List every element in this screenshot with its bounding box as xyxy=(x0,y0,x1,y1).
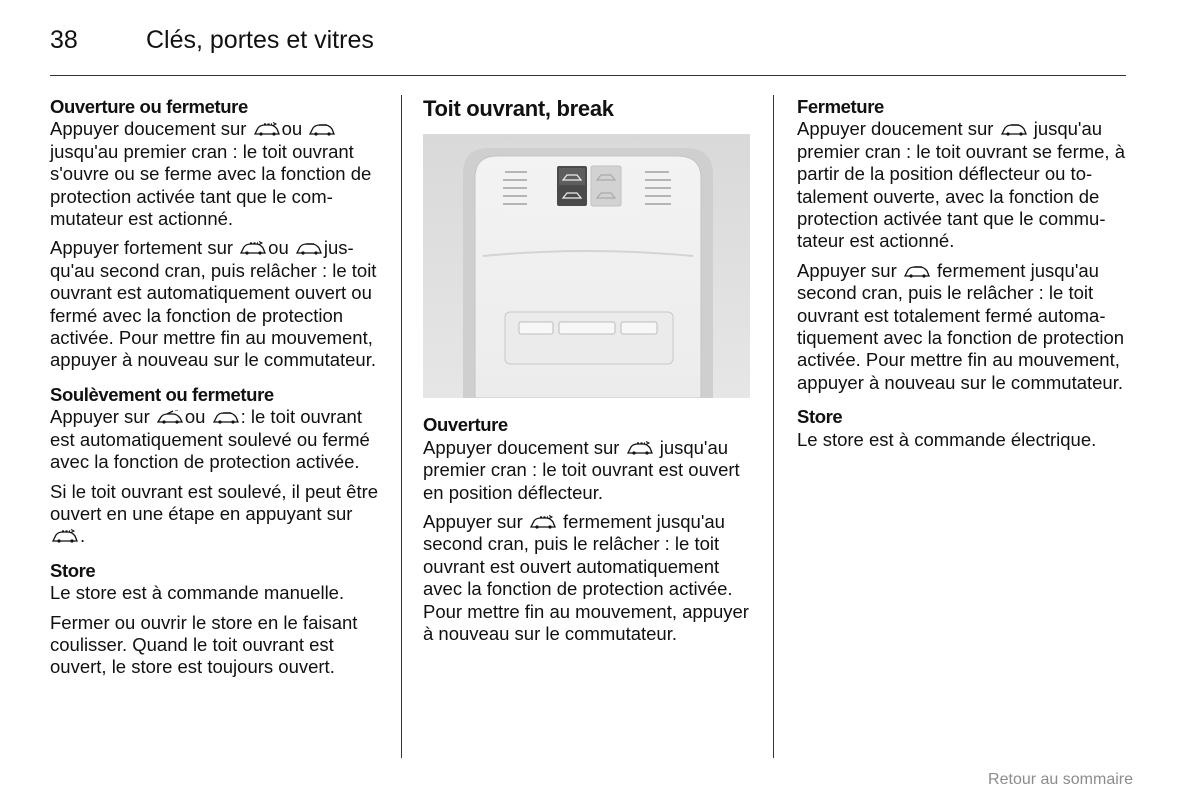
column-divider-1 xyxy=(401,95,402,758)
column-divider-2 xyxy=(773,95,774,758)
back-to-contents-link[interactable]: Retour au sommaire xyxy=(988,771,1133,788)
sunroof-tilt-icon xyxy=(157,410,183,424)
paragraph: Fermer ou ouvrir le store en le faisant coulisser. Quand le toit ouvrant est ouvert, le store est toujours ouvert. xyxy=(50,611,358,678)
section-title-closing: Fermeture xyxy=(797,96,884,117)
page-title: Clés, portes et vitres xyxy=(146,26,374,54)
section-heading-sunroof-break: Toit ouvrant, break xyxy=(423,96,614,121)
paragraph: Appuyer doucement sur jusqu'au premier cran : le toit ouvrant est ouvert en position déflecteur. xyxy=(423,436,740,503)
paragraph: Appuyer sur fermement jusqu'au second cran, puis le relâcher : le toit ouvrant est totalement fermé automatiquement avec la fonction de protection activée. Pour mettre fin au mouvement, appuyer à nouveau sur le commutateur. xyxy=(797,259,1125,393)
sunroof-close-icon xyxy=(213,410,239,424)
paragraph: Le store est à commande électrique. xyxy=(797,428,1097,450)
paragraph: Si le toit ouvrant est soulevé, il peut être ouvert en une étape en appuyant sur . xyxy=(50,480,379,547)
column-1 xyxy=(50,96,385,679)
paragraph: Appuyer sur ou : le toit ouvrant est automatiquement soulevé ou fermé avec la fonction de protection activée. xyxy=(50,406,370,473)
column-3 xyxy=(797,96,1132,451)
sunroof-open-icon xyxy=(254,122,280,136)
section-title-blind: Store xyxy=(50,559,96,581)
paragraph: Appuyer doucement sur jusqu'au premier cran : le toit ouvrant se ferme, à partir de la position déflecteur ou totalement ouverte, avec la fonction de protection activée tant que le commutateur est actionné. xyxy=(797,118,1125,252)
sunroof-close-icon xyxy=(309,122,335,136)
sunroof-close-icon xyxy=(1001,122,1027,136)
section-title-tilt-closing: Soulèvement ou fermeture xyxy=(50,383,274,405)
roof-console-illustration xyxy=(423,134,750,398)
paragraph: Le store est à commande manuelle. xyxy=(50,582,345,604)
header-rule xyxy=(50,75,1126,76)
paragraph: Appuyer fortement sur ou jusqu'au second cran, puis relâcher : le toit ouvrant est automatiquement ouvert ou fermé avec la fonction de protection activée. Pour mettre fin au mouvement, appuyer à nouveau sur le commutateur. xyxy=(50,237,377,371)
page-number: 38 xyxy=(50,26,78,54)
sunroof-open-icon xyxy=(530,515,556,529)
sunroof-open-icon xyxy=(240,241,266,255)
section-title-blind: Store xyxy=(797,406,843,428)
paragraph: Appuyer sur fermement jusqu'au second cran, puis le relâcher : le toit ouvrant est ouvert automatiquement avec la fonction de protection activée. Pour mettre fin au mouvement, appuyer à nouveau sur le commutateur. xyxy=(423,511,749,645)
sunroof-open-icon xyxy=(627,441,653,455)
section-title-opening-closing: Ouverture ou fermeture xyxy=(50,96,248,117)
paragraph: Appuyer doucement sur ou jusqu'au premier cran : le toit ouvrant s'ouvre ou se ferme avec la fonction de protection activée tant que le commutateur est actionné. xyxy=(50,118,372,230)
sunroof-open-icon xyxy=(52,529,78,543)
section-title-opening: Ouverture xyxy=(423,414,508,436)
column-2 xyxy=(423,96,758,645)
sunroof-close-icon xyxy=(296,241,322,255)
sunroof-close-icon xyxy=(904,264,930,278)
